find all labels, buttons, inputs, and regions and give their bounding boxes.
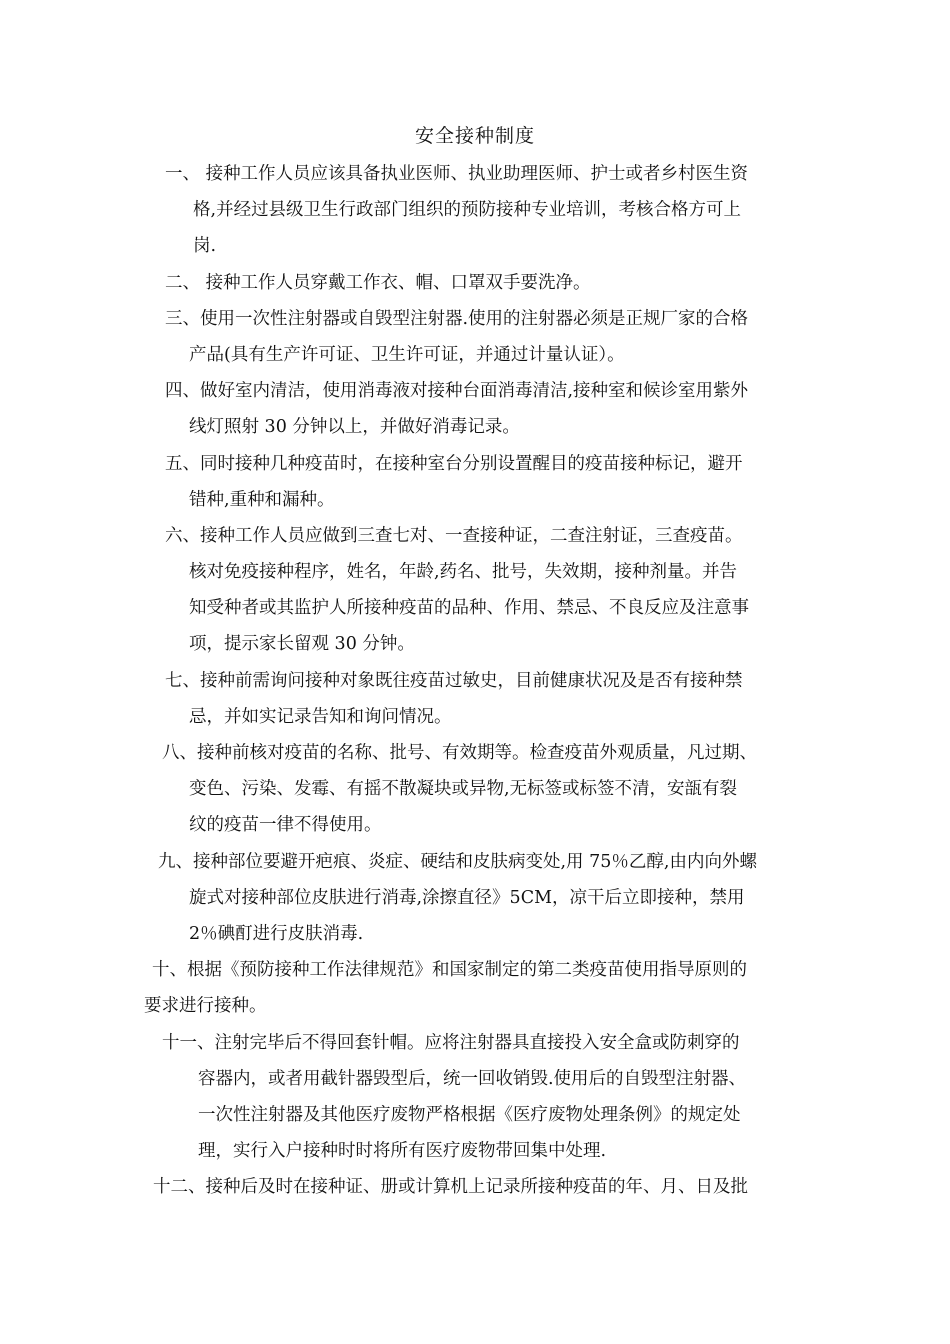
- text-line-28: 理，实行入户接种时时将所有医疗废物带回集中处理.: [198, 1141, 607, 1161]
- text-line-29: 十二、接种后及时在接种证、册或计算机上记录所接种疫苗的年、月、日及批: [153, 1177, 748, 1197]
- text-line-9: 五、同时接种几种疫苗时，在接种室台分别设置醒目的疫苗接种标记，避开: [165, 454, 743, 474]
- text-line-8: 线灯照射 30 分钟以上，并做好消毒记录。: [189, 417, 520, 437]
- text-line-4: 二、 接种工作人员穿戴工作衣、帽、口罩双手要洗净。: [165, 273, 591, 293]
- text-line-10: 错种,重种和漏种。: [189, 490, 335, 510]
- text-line-19: 纹的疫苗一律不得使用。: [189, 815, 382, 835]
- text-line-24: 要求进行接种。: [144, 996, 267, 1016]
- text-line-23: 十、根据《预防接种工作法律规范》和国家制定的第二类疫苗使用指导原则的: [152, 960, 747, 980]
- text-line-16: 忌，并如实记录告知和询问情况。: [189, 707, 452, 727]
- text-line-18: 变色、污染、发霉、有摇不散凝块或异物,无标签或标签不清，安瓿有裂: [189, 779, 738, 799]
- text-line-15: 七、接种前需询问接种对象既往疫苗过敏史，目前健康状况及是否有接种禁: [165, 671, 743, 691]
- text-line-14: 项，提示家长留观 30 分钟。: [189, 634, 415, 654]
- text-line-13: 知受种者或其监护人所接种疫苗的品种、作用、禁忌、不良反应及注意事: [189, 598, 749, 618]
- text-line-22: 2％碘酊进行皮肤消毒.: [189, 924, 364, 944]
- text-line-1: 一、 接种工作人员应该具备执业医师、执业助理医师、护士或者乡村医生资: [165, 164, 749, 184]
- text-line-12: 核对免疫接种程序，姓名，年龄,药名、批号，失效期，接种剂量。并告: [189, 562, 738, 582]
- text-line-6: 产品(具有生产许可证、卫生许可证，并通过计量认证）。: [189, 345, 625, 365]
- text-line-20: 九、接种部位要避开疤痕、炎症、硬结和皮肤病变处,用 75％乙醇,由内向外螺: [158, 852, 757, 872]
- text-line-2: 格,并经过县级卫生行政部门组织的预防接种专业培训，考核合格方可上: [193, 200, 742, 220]
- text-line-21: 旋式对接种部位皮肤进行消毒,涂擦直径》5CM，凉干后立即接种，禁用: [189, 888, 745, 908]
- text-line-25: 十一、注射完毕后不得回套针帽。应将注射器具直接投入安全盒或防刺穿的: [162, 1033, 740, 1053]
- text-line-27: 一次性注射器及其他医疗废物严格根据《医疗废物处理条例》的规定处: [198, 1105, 741, 1125]
- document-title: 安全接种制度: [414, 125, 535, 147]
- text-line-7: 四、做好室内清洁，使用消毒液对接种台面消毒清洁,接种室和候诊室用紫外: [165, 381, 749, 401]
- text-line-17: 八、接种前核对疫苗的名称、批号、有效期等。检查疫苗外观质量，凡过期、: [162, 743, 757, 763]
- text-line-11: 六、接种工作人员应做到三查七对、一查接种证，二查注射证，三查疫苗。: [165, 526, 743, 546]
- text-line-3: 岗.: [193, 236, 217, 256]
- text-line-26: 容器内，或者用截针器毁型后，统一回收销毁.使用后的自毁型注射器、: [198, 1069, 747, 1089]
- text-line-5: 三、使用一次性注射器或自毁型注射器.使用的注射器必须是正规厂家的合格: [165, 309, 749, 329]
